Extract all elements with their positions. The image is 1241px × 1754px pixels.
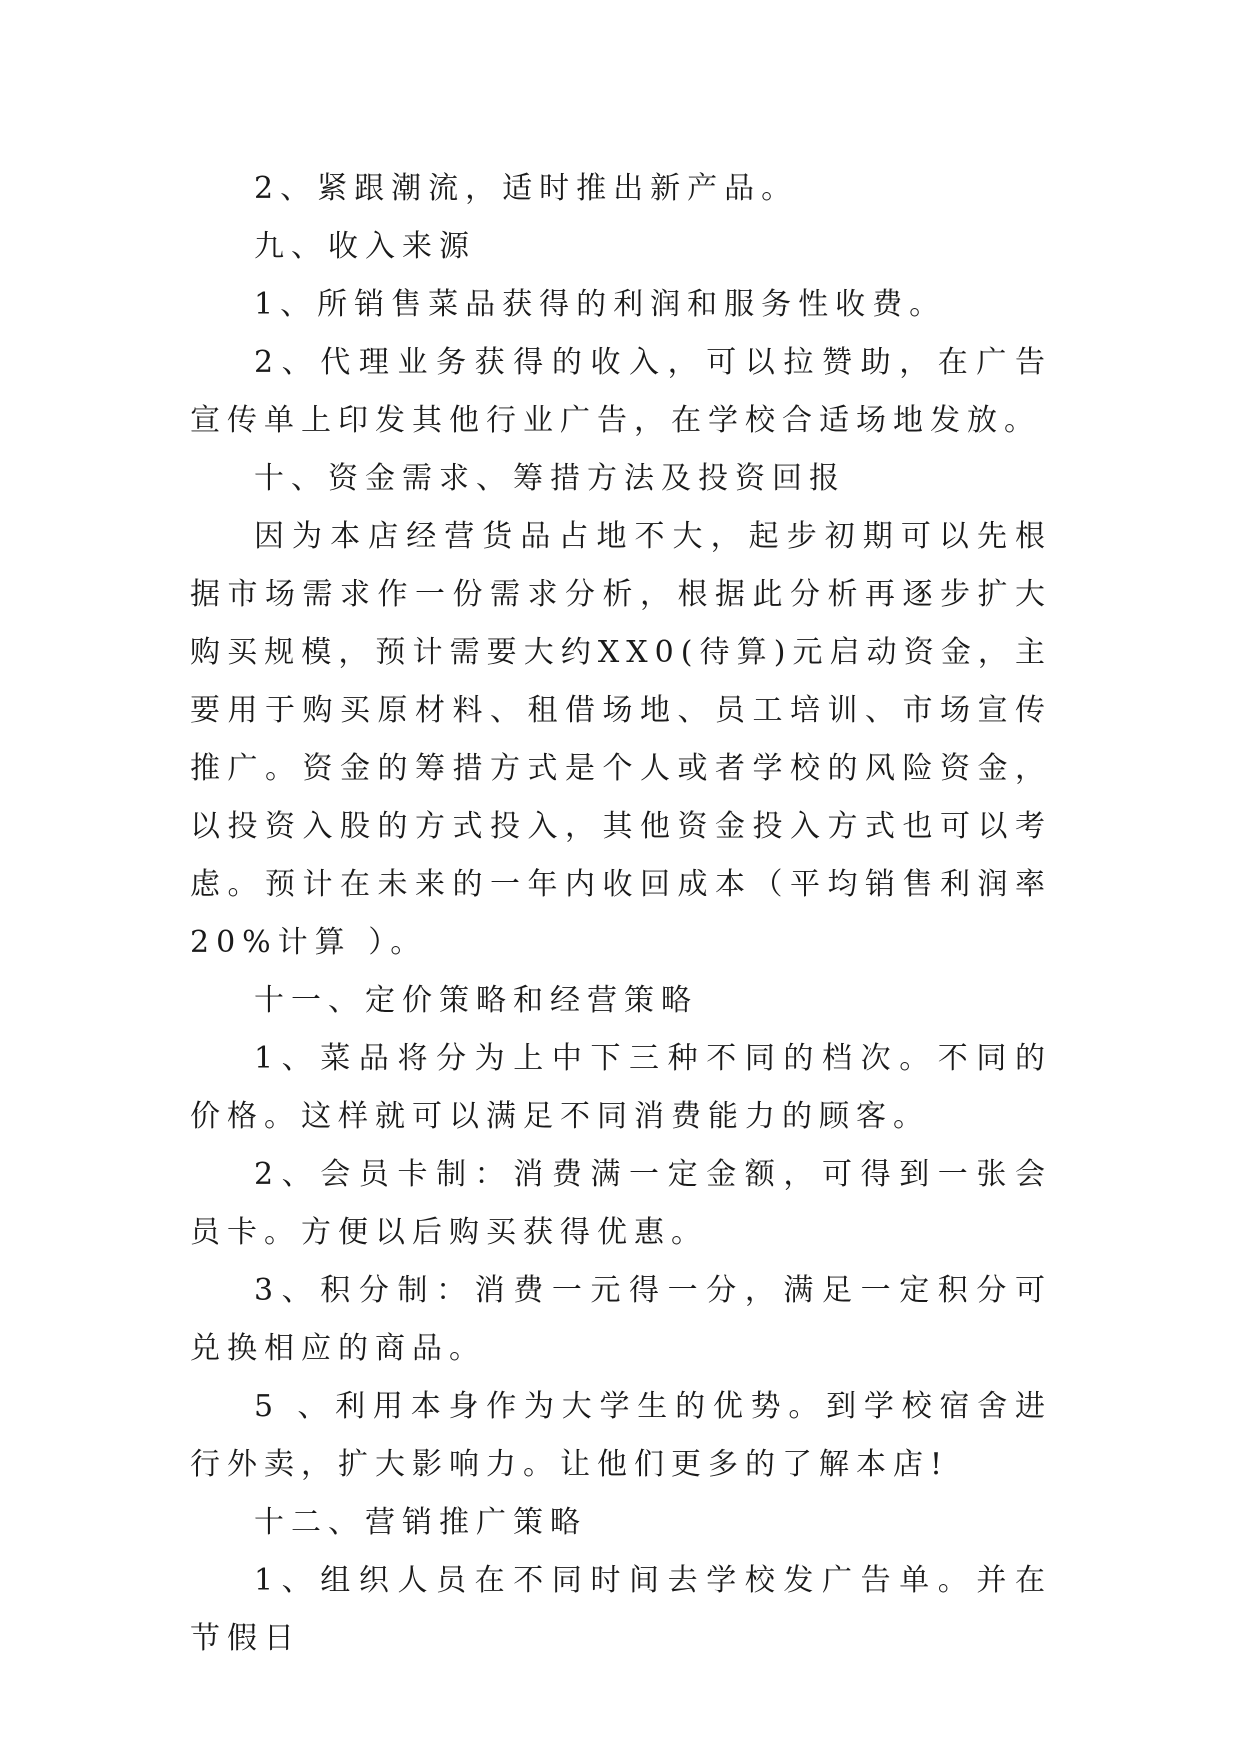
paragraph-funding: 因为本店经营货品占地不大，起步初期可以先根据市场需求作一份需求分析，根据此分析再逐步扩大购买规模，预计需要大约XX0(待算)元启动资金，主要用于购买原材料、租借场地、员工培训、市场宣传推广。资金的筹措方式是个人或者学校的风险资金，以投资入股的方式投入，其他资金投入方式也可以考虑。预计在未来的一年内收回成本（平均销售利润率20%计算 ）。 xyxy=(190,519,1052,960)
document-body xyxy=(190,160,1052,1668)
section-heading-pricing: 十一、定价策略和经营策略 xyxy=(254,983,698,1018)
list-item-income-1: 1、所销售菜品获得的利润和服务性收费。 xyxy=(254,287,947,322)
list-item-pricing-1: 1、菜品将分为上中下三种不同的档次。不同的价格。这样就可以满足不同消费能力的顾客。 xyxy=(190,1041,1052,1134)
section-heading-income: 九、收入来源 xyxy=(254,229,476,264)
section-heading-marketing: 十二、营销推广策略 xyxy=(254,1505,587,1540)
list-item-income-2: 2、代理业务获得的收入，可以拉赞助，在广告宣传单上印发其他行业广告，在学校合适场地发放。 xyxy=(190,345,1052,438)
list-item-marketing-1: 1、组织人员在不同时间去学校发广告单。并在节假日 xyxy=(190,1563,1052,1656)
list-item-pricing-3: 3、积分制：消费一元得一分，满足一定积分可兑换相应的商品。 xyxy=(190,1273,1052,1366)
list-item-trend: 2、紧跟潮流，适时推出新产品。 xyxy=(254,171,799,206)
section-heading-funding: 十、资金需求、筹措方法及投资回报 xyxy=(254,461,846,496)
list-item-pricing-5: 5 、利用本身作为大学生的优势。到学校宿舍进行外卖，扩大影响力。让他们更多的了解本店! xyxy=(190,1389,1052,1482)
list-item-pricing-2: 2、会员卡制：消费满一定金额，可得到一张会员卡。方便以后购买获得优惠。 xyxy=(190,1157,1052,1250)
